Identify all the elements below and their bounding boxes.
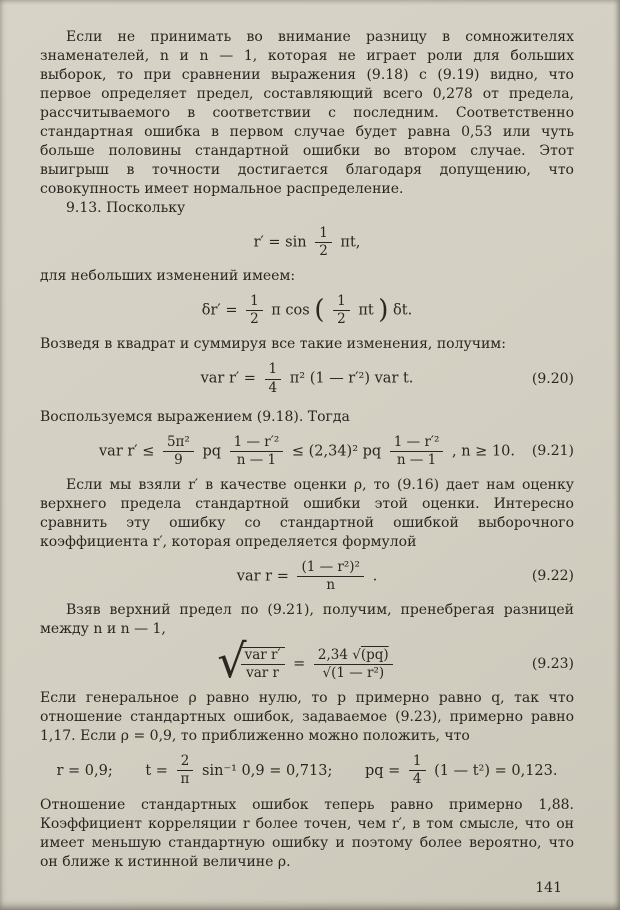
- fraction-denominator: 2: [337, 311, 346, 328]
- close-paren: ): [378, 294, 389, 325]
- fraction-denominator: 9: [174, 451, 183, 468]
- fraction-numerator: 1 — r′²: [230, 435, 284, 452]
- fraction-denominator: n — 1: [236, 451, 277, 468]
- equation-9-22: [40, 560, 574, 593]
- equation-9-20: [40, 362, 574, 395]
- fraction-rhs: [314, 648, 393, 681]
- formula-group-t: [145, 753, 337, 788]
- equation-9-23: [40, 634, 574, 689]
- paragraph-intro: Если не принимать во внимание разницу в сомножителях знаменателей, n и n — 1, которая не играет роли для больших выборок, то при сравнении выражения (9.18) с (9.19) видно, что первое определяет предел, составляющий всего 0,278 от предела, рассчитываемого в соответствии с последним. Соответственно стандартная ошибка в первом случае будет равна 0,53 или чуть больше половины стандартной ошибки во втором случае. Этот выигрыш в точности достигается благодаря допущению, что совокупность имеет нормальное распределение.: [40, 29, 574, 197]
- fraction-variance: [230, 435, 284, 468]
- fraction-numerator: (1 — r²)²: [297, 560, 363, 577]
- formula-group-r: r = 0,9;: [56, 762, 113, 779]
- fraction-half: [246, 294, 263, 327]
- fraction-var-ratio: [241, 647, 285, 681]
- fraction-quarter: [409, 754, 426, 787]
- fraction-numerator: 1: [265, 362, 282, 379]
- fraction-half: [333, 294, 350, 327]
- fraction-numerator: 2: [177, 754, 194, 771]
- fraction-half: [315, 226, 332, 259]
- equation-number-9-21: (9.21): [531, 443, 574, 460]
- fraction-denominator: 4: [268, 379, 278, 396]
- coefficient: 2,34 √: [317, 646, 361, 663]
- formula-lhs: t =: [145, 762, 168, 779]
- fraction-2-pi: [177, 754, 194, 787]
- equation-numeric-example: [40, 754, 574, 787]
- paragraph-estimate: Если мы взяли r′ в качестве оценки ρ, то (9.16) дает нам оценку верхнего предела стандартной ошибки этой оценки. Интересно сравнить эту ошибку со стандартной ошибкой выборочного коэффициента r′, которая определяется формулой: [40, 476, 574, 550]
- fraction-denominator: var r: [246, 665, 279, 682]
- formula-lhs: var r′ ≤: [98, 443, 155, 460]
- formula-rhs: π² (1 — r′²) var t.: [289, 371, 414, 388]
- formula-rhs: sin⁻¹ 0,9 = 0,713;: [202, 762, 333, 779]
- formula-lhs: pq =: [364, 762, 401, 779]
- paragraph-conclusion: Отношение стандартных ошибок теперь равно примерно 1,88. Коэффициент корреляции r более точен, чем r′, в том смысле, что он имеет меньшую стандартную ошибку и поэтому более вероятно, что он ближе к истинной величине ρ.: [40, 796, 574, 870]
- fraction-denominator: [314, 665, 393, 681]
- fraction-numerator: 1: [315, 226, 332, 243]
- fraction-variance: [390, 435, 444, 468]
- fraction-5pi2-9: [163, 435, 194, 468]
- equals-sign: =: [293, 656, 306, 673]
- fraction-denominator: n: [326, 576, 336, 593]
- fraction-numerator: 5π²: [163, 435, 194, 452]
- formula-rhs: πt,: [340, 234, 361, 251]
- open-paren: (: [314, 294, 325, 325]
- fraction-denominator: 4: [412, 771, 422, 788]
- formula-lhs: var r′ =: [200, 371, 256, 388]
- formula-lhs: var r =: [236, 568, 289, 585]
- fraction-numerator: 1 — r′²: [390, 435, 444, 452]
- formula-rhs: δt.: [393, 302, 413, 319]
- equation-number-9-22: (9.22): [531, 568, 574, 585]
- section-heading-9-13: 9.13. Поскольку: [66, 200, 186, 216]
- fraction-numerator: 1: [246, 294, 263, 311]
- equation-delta: [40, 294, 574, 327]
- formula-lhs: δr′ =: [201, 302, 238, 319]
- fraction-denominator: π: [180, 771, 190, 788]
- fraction-denominator: n — 1: [396, 451, 437, 468]
- formula-group-pq: [364, 753, 558, 788]
- fraction-denominator: 2: [250, 311, 259, 328]
- fraction-var-r: [297, 560, 363, 593]
- fraction-numerator: 1: [409, 754, 426, 771]
- radical-small: √: [322, 664, 332, 681]
- equation-9-21: [40, 435, 574, 468]
- equation-sin: [40, 226, 574, 259]
- formula-inner: πt: [358, 302, 374, 319]
- formula-mid: pq: [202, 443, 222, 460]
- equation-number-9-20: (9.20): [531, 371, 574, 388]
- formula-rhs: , n ≥ 10.: [452, 443, 515, 460]
- formula-rhs: .: [372, 568, 378, 585]
- radicand-1-r2: (1 — r²): [331, 664, 385, 681]
- paragraph-squaring: Возведя в квадрат и суммируя все такие изменения, получим:: [40, 336, 506, 353]
- formula-rhs: (1 — t²) = 0,123.: [434, 762, 558, 779]
- fraction-numerator: 1: [333, 294, 350, 311]
- paragraph-small-changes: для небольших изменений имеем:: [40, 268, 296, 285]
- page-number: 141: [535, 879, 562, 896]
- equation-number-9-23: (9.23): [531, 656, 574, 673]
- fraction-numerator: var r′: [241, 648, 285, 665]
- fraction-denominator: 2: [319, 243, 328, 260]
- radicand-pq: (pq): [360, 646, 389, 663]
- paragraph-ratio: Если генеральное ρ равно нулю, то p примерно равно q, так что отношение стандартных ошибок, задаваемое (9.23), примерно равно 1,17. Если ρ = 0,9, то приближенно можно положить, что: [40, 690, 574, 745]
- formula-mid: ≤ (2,34)² pq: [291, 443, 382, 460]
- fraction-quarter: [265, 362, 282, 395]
- formula-lhs: r′ = sin: [253, 234, 307, 251]
- fraction-numerator: [314, 648, 393, 665]
- radical-icon: √: [217, 634, 247, 689]
- formula-mid: π cos: [271, 302, 310, 319]
- paragraph-upper-limit: Взяв верхний предел по (9.21), получим, пренебрегая разницей между n и n — 1,: [40, 602, 574, 638]
- paragraph-use-expression: Воспользуемся выражением (9.18). Тогда: [40, 408, 350, 425]
